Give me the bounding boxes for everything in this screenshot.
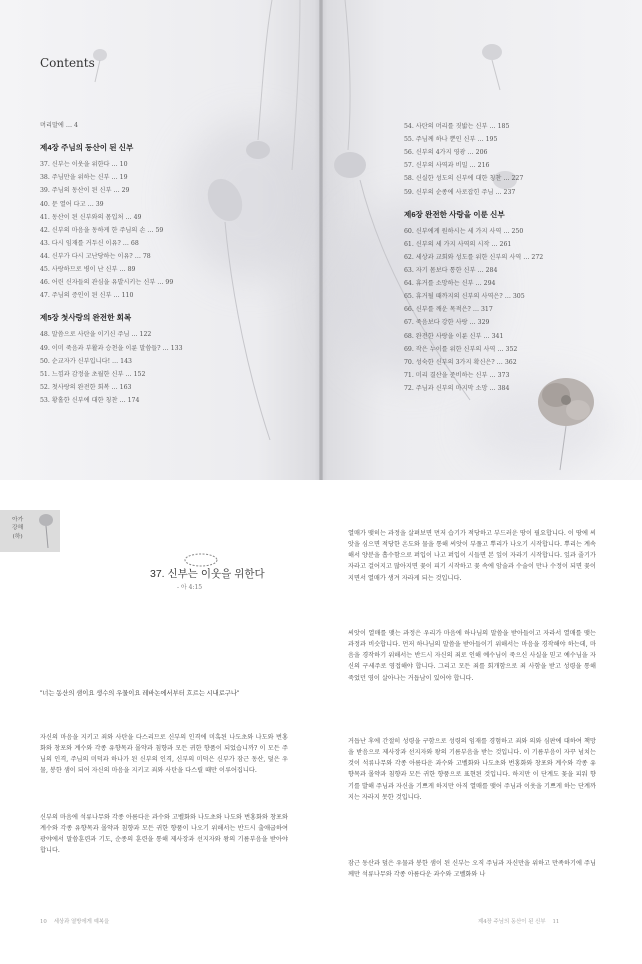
side-tab-line: 강해 bbox=[12, 525, 24, 532]
toc-entry: 44. 신부가 다시 고난당하는 이유? … 78 bbox=[40, 252, 151, 260]
running-title: 세상과 열방에게 예복을 bbox=[53, 919, 110, 925]
toc-entry: 70. 성숙한 신부의 3가지 확신은? … 362 bbox=[404, 358, 517, 366]
toc-entry: 50. 순교자가 신부입니다! … 143 bbox=[40, 357, 132, 365]
side-tab-label bbox=[12, 516, 23, 541]
toc-entry: 53. 황홀한 신부에 대한 칭찬 … 174 bbox=[40, 396, 140, 404]
toc-entry: 69. 작은 누이를 위한 신부의 사역 … 352 bbox=[404, 345, 518, 353]
toc-chapter-heading: 제6장 완전한 사랑을 이룬 신부 bbox=[404, 209, 505, 219]
poppy-left-icon bbox=[201, 0, 300, 440]
toc-entry: 47. 주님의 증인이 된 신부 … 110 bbox=[40, 292, 134, 300]
toc-entry: 37. 신부는 이웃을 위한다 … 10 bbox=[40, 161, 128, 169]
body-paragraph: 열매가 맺히는 과정을 살펴보면 먼저 습기가 적당하고 부드러운 땅이 필요합니다. 이 땅에 씨앗을 심으면 적당한 온도와 물을 통해 씨앗이 부풀고 뿌리가 나오기 시작합니다. 뿌리는 계속해서 양분을 흡수함으로 퍼입이 나고 퍼입이 시들면 본 잎이 자라기 시작합니다. 잎과 줄기가 자라고 걸어지고 많아지면 꽃이 피기 시작하고 꽃 속에 암술과 수술이 만나 수정이 되면 꽃이 지면서 열매가 생겨 자라게 되는 것입니다. bbox=[348, 530, 596, 582]
chapter-title: 37. 신부는 이웃을 위한다 bbox=[150, 568, 265, 580]
toc-entry: 71. 미리 결산을 준비하는 신부 … 373 bbox=[404, 371, 510, 379]
body-paragraph: 신부의 마음에 석류나무와 각종 아름다운 과수와 고벨화와 나도초와 나도와 번홍화와 창포와 계수와 각종 유향목과 몰약과 침향과 모든 귀한 향품이 나오기 위해서는 반드시 출애굽하여 광야에서 말씀훈련과 기도, 순종의 훈련을 통해 제사장과 선지자와 왕의 기름부음을 받아야 합니다. bbox=[40, 814, 288, 855]
toc-entry: 54. 사탄의 머리를 짓밟는 신부 … 185 bbox=[404, 123, 510, 130]
toc-entry: 60. 신부에게 원하시는 세 가지 사역 … 250 bbox=[404, 227, 524, 235]
toc-entry: 56. 신부의 4가지 영광 … 206 bbox=[404, 149, 488, 157]
left-page bbox=[0, 484, 321, 964]
footer-right bbox=[478, 917, 559, 925]
body-paragraph: 씨앗이 열매를 맺는 과정은 우리가 마음에 하나님의 말씀을 받아들이고 자라서 열매를 맺는 과정과 비슷합니다. 먼저 하나님의 말씀을 받아들이기 위해서는 마음을 경작해야 하는데, 마음을 경작하기 위해서는 반드시 자신의 죄로 인해 예수님이 죽으신 사실을 믿고 예수님을 자신의 구세주로 영접해야 합니다. 그리고 모든 죄를 회개함으로 죄 사함을 받고 성령을 통해 죽었던 영이 살아나는 거듭남이 있어야 합니다. bbox=[348, 630, 596, 682]
big-red-flower-icon bbox=[538, 378, 594, 470]
toc-entry: 72. 주님과 신부의 마지막 소망 … 384 bbox=[404, 384, 510, 392]
toc-entry: 41. 동산이 된 신부와의 몸입처 … 49 bbox=[40, 213, 142, 221]
toc-entry: 38. 주님만을 위하는 신부 … 19 bbox=[40, 174, 128, 182]
toc-entry: 68. 완전한 사랑을 이룬 신부 … 341 bbox=[404, 332, 504, 340]
toc-entry: 61. 신부의 세 가지 사역의 시작 … 261 bbox=[404, 240, 512, 248]
toc-entry: 40. 문 열어 다고 … 39 bbox=[40, 200, 104, 208]
toc-entry: 49. 이미 죽음과 부활과 승천을 이룬 말씀들? … 133 bbox=[40, 344, 183, 352]
small-flower-icon bbox=[93, 49, 107, 82]
toc-entry: 67. 죽음보다 강한 사랑 … 329 bbox=[404, 319, 490, 327]
running-title: 제4장 주님의 동산이 된 신부 bbox=[478, 919, 546, 925]
toc-entry: 39. 주님의 동산이 된 신부 … 29 bbox=[40, 187, 130, 195]
verse-quote: "너는 동산의 샘이요 생수의 우물이요 레바논에서부터 흐르는 시내로구나" bbox=[40, 690, 240, 697]
page-number: 11 bbox=[552, 919, 560, 925]
body-paragraph: 잠근 동산과 덮은 우물과 봉한 샘이 된 신부는 오직 주님과 자신만을 위하고 만족하기에 주님께만 석류나무와 각종 아름다운 과수와 고벨화와 나 bbox=[348, 860, 596, 879]
toc-entry: 65. 휴거될 때까지의 신부의 사역은? … 305 bbox=[404, 293, 525, 301]
toc-entry: 62. 세상과 교회와 성도를 위한 신부의 사역 … 272 bbox=[404, 253, 544, 261]
toc-entry: 43. 다시 임재를 거두신 이유? … 68 bbox=[40, 239, 139, 247]
toc-entry: 66. 신부를 깨운 목적은? … 317 bbox=[404, 306, 493, 314]
toc-entry: 42. 신부의 마음을 동하게 한 주님의 손 … 59 bbox=[40, 226, 164, 234]
toc-entry: 64. 휴거를 소망하는 신부 … 294 bbox=[404, 280, 496, 288]
contents-title: Contents bbox=[40, 56, 95, 70]
contents-spread bbox=[0, 0, 642, 480]
toc-entry: 51. 느낌과 감정을 초월한 신부 … 152 bbox=[40, 370, 146, 378]
toc-chapter-heading: 제4장 주님의 동산이 된 신부 bbox=[40, 143, 134, 153]
toc-entry: 머리말에 … 4 bbox=[40, 122, 78, 129]
toc-chapter-heading: 제5장 첫사랑의 완전한 회복 bbox=[40, 313, 132, 323]
body-paragraph: 자신의 마음을 지키고 죄와 사탄을 다스리므로 신부의 인격에 미혹된 나도초와 나도와 번홍화와 창포와 계수와 각종 유향목과 몰약과 침향과 모든 귀한 향품이 되었습니까? 이 모든 주님의 인격, 주님의 미덕과 하나가 된 신부의 인격, 신부의 미덕은 신부가 잠근 동산, 덮은 우물, 봉한 샘이 되어 자신의 마음을 지키고 죄와 사탄을 다스릴 때만 이루어집니다. bbox=[40, 734, 288, 775]
body-paragraph: 거듭난 후에 간절히 성령을 구함으로 성령의 임재를 경험하고 죄와 의와 심판에 대하여 책망을 받음으로 제사장과 선지자와 왕의 기름부음을 받는 것입니다. 이 기름부음이 자꾸 넘치는 것이 석류나무와 각종 아름다운 과수와 고벨화와 나도초와 번홍화와 창포와 계수와 각종 유향목과 몰약과 침향과 모든 귀한 향품으로 표현된 것입니다. 하지만 이 단계도 꽃을 피워 향기를 발해 주님과 자신을 기쁘게 하지만 아직 열매를 맺어 주님과 이웃을 기쁘게 하는 단계까지는 자라지 못한 것입니다. bbox=[348, 738, 596, 801]
poppy-right-icon bbox=[334, 0, 517, 400]
toc-entry: 55. 주님께 하나 뿐인 신부 … 195 bbox=[404, 136, 498, 144]
toc-entry: 45. 사랑하므로 병이 난 신부 … 89 bbox=[40, 266, 136, 273]
side-tab-line: (하) bbox=[12, 533, 23, 540]
toc-entry: 59. 신부의 순종에 사로잡힌 주님 … 237 bbox=[404, 188, 516, 196]
toc-entry: 57. 신부의 사역과 비밀 … 216 bbox=[404, 162, 490, 170]
tab-flower-icon bbox=[32, 510, 62, 550]
toc-entry: 48. 말씀으로 사탄을 이기신 주님 … 122 bbox=[40, 331, 152, 339]
toc-entry: 58. 신실한 성도의 신부에 대한 칭찬 … 227 bbox=[404, 175, 524, 183]
chapter-verse: - 아 4:15 bbox=[177, 584, 203, 591]
footer-left bbox=[40, 917, 109, 925]
page-number: 10 bbox=[40, 919, 47, 925]
side-tab-line: 아가 bbox=[12, 517, 24, 523]
toc-entry: 46. 어린 신자들의 관심을 유발시키는 신부 … 99 bbox=[40, 279, 174, 287]
toc-entry: 63. 자기 몸보다 통한 신부 … 284 bbox=[404, 267, 498, 274]
toc-entry: 52. 첫사랑의 완전한 회복 … 163 bbox=[40, 383, 132, 391]
